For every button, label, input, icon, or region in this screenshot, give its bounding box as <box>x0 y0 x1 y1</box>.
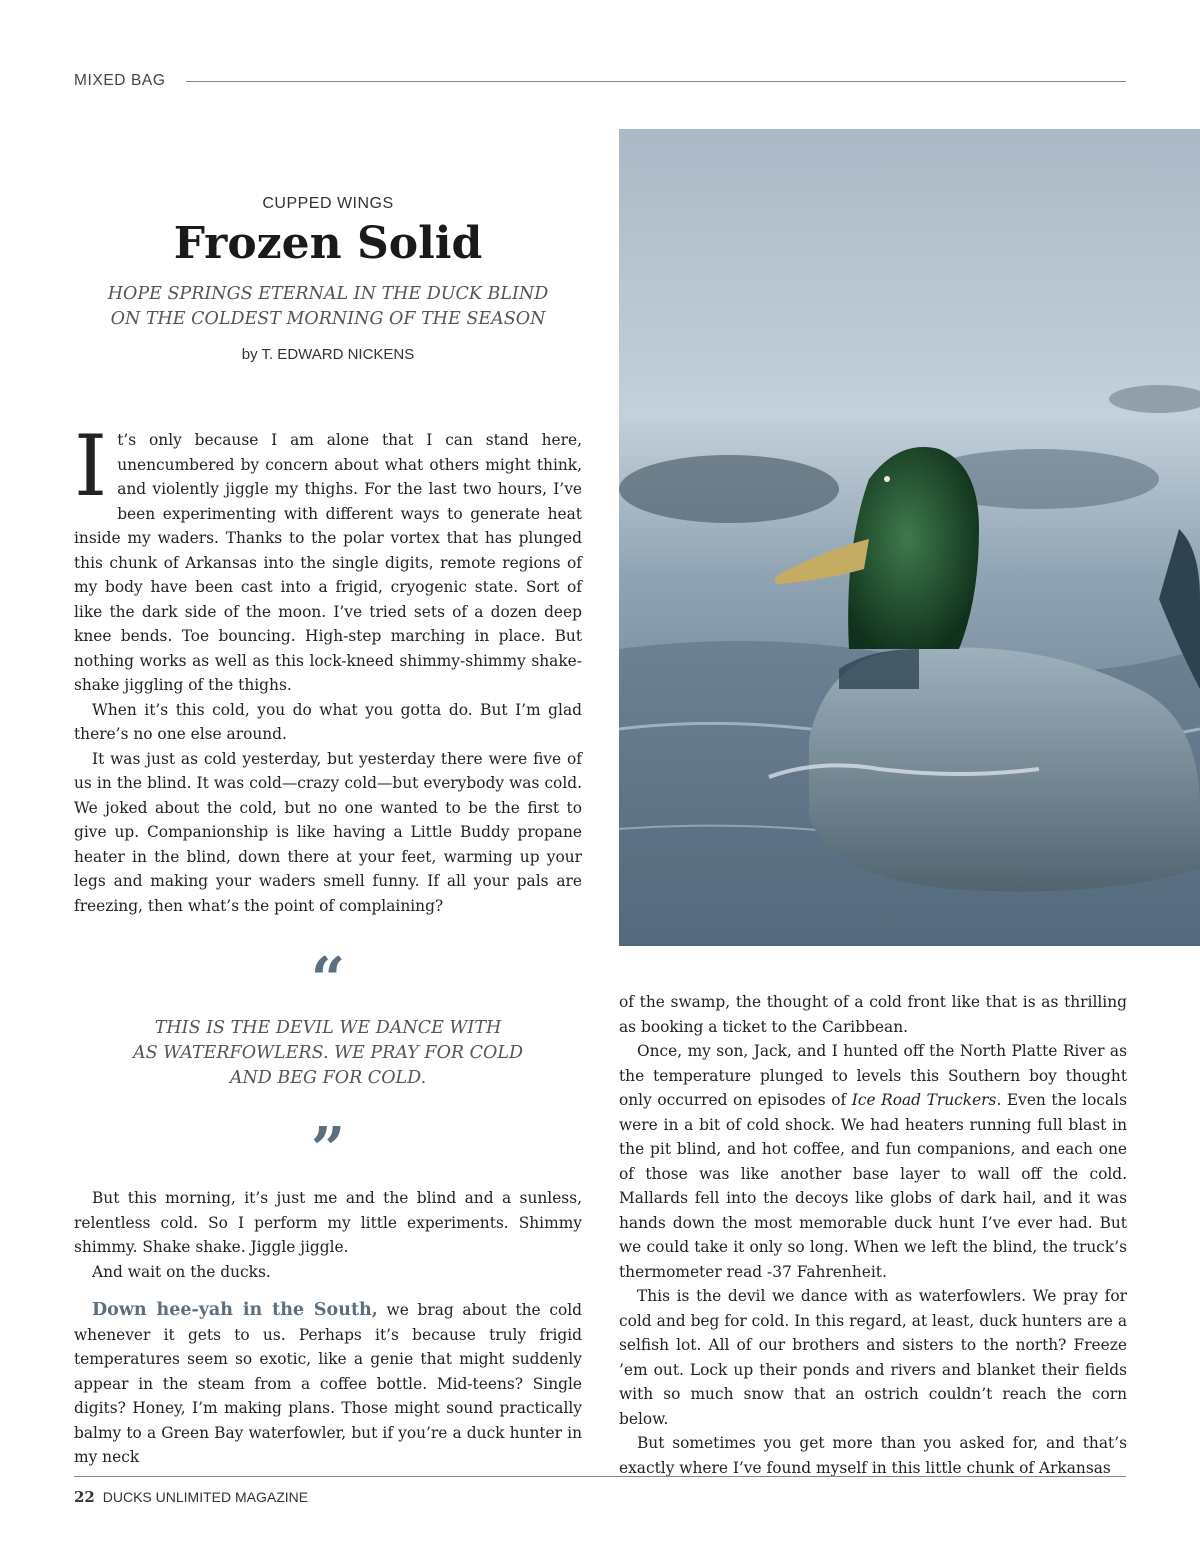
body-paragraph <box>74 1298 582 1470</box>
deck-line-2: ON THE COLDEST MORNING OF THE SEASON <box>110 308 546 329</box>
body-column-2 <box>619 990 1127 1480</box>
drop-cap: I <box>74 417 108 515</box>
open-quote-icon: “ <box>310 945 346 1015</box>
close-quote-icon: ” <box>310 1115 346 1185</box>
article-title: Frozen Solid <box>173 218 483 269</box>
paragraph-text: t’s only because I am alone that I can stand here, unencumbered by concern about what others might think, and violently jiggle my thighs. For the last two hours, I’ve been experimenting with different ways to generate heat inside my waders. Thanks to the polar vortex that has plunged this chunk of Arkansas into the single digits, remote regions of my body have been cast into a frigid, cryogenic state. Sort of like the dark side of the moon. I’ve tried sets of a dozen deep knee bends. Toe bouncing. High-step marching in place. But nothing works as well as this lock-kneed shimmy-shimmy shake-shake jiggling of the thighs. <box>74 431 582 694</box>
body-paragraph <box>74 417 582 698</box>
pull-quote-line-1: THIS IS THE DEVIL WE DANCE WITH <box>154 1018 502 1038</box>
paragraph-text: . Even the locals were in a bit of cold shock. We had heaters running full blast in the pit blind, and hot coffee, and fun companions, and each one of those was like another base layer to wall off the cold. Mallards fell into the decoys like globs of dark hail, and it was hands down the most memorable duck hunt I’ve ever had. But we could take it only so long. When we left the blind, the truck’s thermometer read -37 Fahrenheit. <box>619 1091 1127 1281</box>
page-number: 22 <box>74 1488 95 1506</box>
body-paragraph: But this morning, it’s just me and the blind and a sunless, relentless cold. So I perform my little experiments. Shimmy shimmy. Shake shake. Jiggle jiggle. <box>74 1189 582 1256</box>
pull-quote <box>74 1016 582 1091</box>
body-paragraph: of the swamp, the thought of a cold front like that is as thrilling as booking a ticket to the Caribbean. <box>619 993 1127 1036</box>
body-column-1-continued <box>74 1186 582 1470</box>
publication-name: DUCKS UNLIMITED MAGAZINE <box>102 1489 309 1505</box>
pull-quote-line-3: AND BEG FOR COLD. <box>229 1068 427 1088</box>
byline: by T. EDWARD NICKENS <box>241 346 415 363</box>
show-title: Ice Road Truckers <box>851 1091 997 1109</box>
deck-line-1: HOPE SPRINGS ETERNAL IN THE DUCK BLIND <box>107 284 549 304</box>
article-deck <box>74 282 582 331</box>
body-paragraph <box>619 1039 1127 1284</box>
body-paragraph: But sometimes you get more than you asked for, and that’s exactly where I’ve found myself in this little chunk of Arkansas <box>619 1434 1127 1477</box>
body-column-1 <box>74 417 582 918</box>
article-kicker: CUPPED WINGS <box>262 195 394 212</box>
paragraph-text: we brag about the cold whenever it gets to us. Perhaps it’s because truly frigid temperatures seem so exotic, like a genie that might suddenly appear in the steam from a coffee bottle. Mid-teens? Single digits? Honey, I’m making plans. Those might sound practically balmy to a Green Bay waterfowler, but if you’re a duck hunter in my neck <box>74 1301 582 1466</box>
section-lead-in: Down hee-yah in the South, <box>92 1300 378 1320</box>
footer-divider <box>74 1476 1126 1477</box>
mallard-drake-icon <box>619 129 1200 946</box>
body-paragraph: When it’s this cold, you do what you gotta do. But I’m glad there’s no one else around. <box>74 700 582 743</box>
section-label: MIXED BAG <box>74 72 166 89</box>
header-divider <box>186 81 1126 82</box>
pull-quote-line-2: AS WATERFOWLERS. WE PRAY FOR COLD <box>132 1043 524 1063</box>
page-footer <box>74 1488 308 1506</box>
paragraph-text: Once, my son, Jack, and I hunted off the North Platte River as the temperature plunged to levels this Southern boy thought only occurred on episodes of <box>619 1042 1127 1109</box>
body-paragraph: This is the devil we dance with as waterfowlers. We pray for cold and beg for cold. In this regard, at least, duck hunters are a selfish lot. All of our brothers and sisters to the north? Freeze ’em out. Lock up their ponds and rivers and blanket their fields with so much snow that an ostrich couldn’t reach the corn below. <box>619 1287 1127 1428</box>
body-paragraph: And wait on the ducks. <box>92 1262 271 1281</box>
article-photo <box>619 129 1200 946</box>
body-paragraph: It was just as cold yesterday, but yesterday there were five of us in the blind. It was cold—crazy cold—but everybody was cold. We joked about the cold, but no one wanted to be the first to give up. Companionship is like having a Little Buddy propane heater in the blind, down there at your feet, warming up your legs and making your waders smell funny. If all your pals are freezing, then what’s the point of complaining? <box>74 749 582 915</box>
